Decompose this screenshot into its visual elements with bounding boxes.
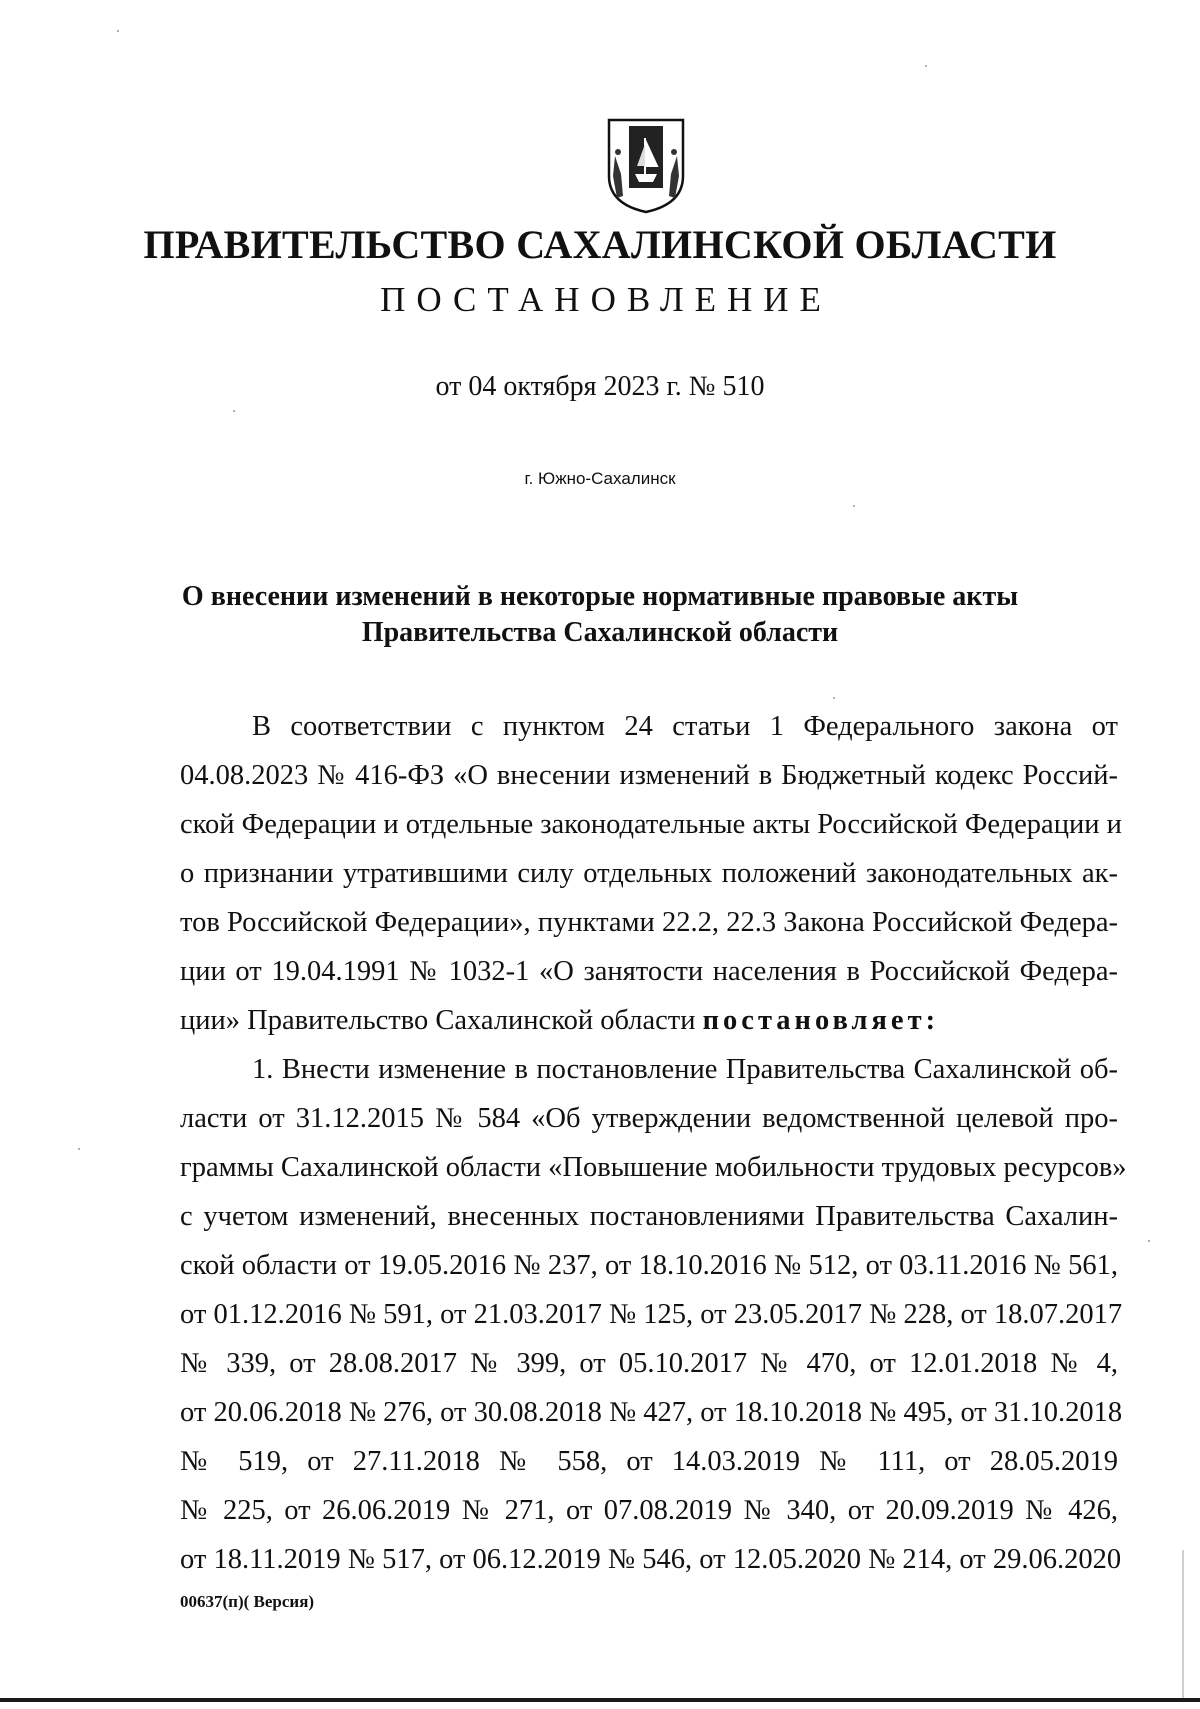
subject-line: Правительства Сахалинской области bbox=[361, 617, 839, 648]
government-title: ПРАВИТЕЛЬСТВО САХАЛИНСКОЙ ОБЛАСТИ bbox=[143, 222, 1057, 267]
body-line: В соответствии с пунктом 24 статьи 1 Федерального закона от bbox=[252, 711, 1118, 742]
scan-speck bbox=[853, 505, 855, 507]
scan-speck bbox=[925, 65, 927, 67]
document-subject bbox=[0, 579, 1200, 651]
document-place: г. Южно-Сахалинск bbox=[524, 469, 676, 488]
body-line: 1. Внести изменение в постановление Правительства Сахалинской об- bbox=[252, 1054, 1118, 1085]
body-line: от 01.12.2016 № 591, от 21.03.2017 № 125, от 23.05.2017 № 228, от 18.07.2017 bbox=[180, 1299, 1123, 1330]
document-date-number: от 04 октября 2023 г. № 510 bbox=[435, 371, 765, 402]
body-line: от 20.06.2018 № 276, от 30.08.2018 № 427, от 18.10.2018 № 495, от 31.10.2018 bbox=[180, 1397, 1123, 1428]
body-line: от 18.11.2019 № 517, от 06.12.2019 № 546, от 12.05.2020 № 214, от 29.06.2020 bbox=[180, 1544, 1122, 1575]
body-line: № 339, от 28.08.2017 № 399, от 05.10.2017 № 470, от 12.01.2018 № 4, bbox=[180, 1348, 1118, 1379]
scan-speck bbox=[78, 1148, 80, 1150]
body-line: № 225, от 26.06.2019 № 271, от 07.08.2019 № 340, от 20.09.2019 № 426, bbox=[180, 1495, 1118, 1526]
body-line: ской области от 19.05.2016 № 237, от 18.10.2016 № 512, от 03.11.2016 № 561, bbox=[180, 1250, 1118, 1281]
body-line-resolution bbox=[180, 996, 1118, 1045]
body-line: ласти от 31.12.2015 № 584 «Об утверждении ведомственной целевой про- bbox=[180, 1103, 1118, 1134]
coat-of-arms-icon bbox=[601, 116, 691, 214]
body-line: ции от 19.04.1991 № 1032-1 «О занятости населения в Российской Федера- bbox=[180, 956, 1118, 987]
resolution-lead-text: ции» Правительство Сахалинской области bbox=[180, 1005, 703, 1036]
document-version-code: 00637(п)( Версия) bbox=[180, 1592, 315, 1611]
document-body bbox=[180, 702, 1127, 1584]
scan-speck bbox=[117, 30, 119, 32]
body-line: граммы Сахалинской области «Повышение мобильности трудовых ресурсов» bbox=[180, 1152, 1127, 1183]
body-line: тов Российской Федерации», пунктами 22.2, 22.3 Закона Российской Федера- bbox=[180, 907, 1118, 938]
scan-speck bbox=[833, 697, 835, 699]
document-type: ПОСТАНОВЛЕНИЕ bbox=[380, 280, 832, 319]
body-line: 04.08.2023 № 416-ФЗ «О внесении изменений в Бюджетный кодекс Россий- bbox=[180, 760, 1118, 791]
subject-line: О внесении изменений в некоторые нормативные правовые акты bbox=[181, 581, 1019, 612]
body-line: № 519, от 27.11.2018 № 558, от 14.03.2019 № 111, от 28.05.2019 bbox=[180, 1446, 1118, 1477]
body-line: с учетом изменений, внесенных постановлениями Правительства Сахалин- bbox=[180, 1201, 1118, 1232]
resolution-keyword: постановляет: bbox=[702, 1005, 940, 1036]
body-line: ской Федерации и отдельные законодательные акты Российской Федерации и bbox=[180, 809, 1122, 840]
scan-artifact bbox=[1182, 1550, 1184, 1700]
body-line: о признании утратившими силу отдельных положений законодательных ак- bbox=[180, 858, 1118, 889]
scan-speck bbox=[1148, 1240, 1150, 1242]
scan-bottom-edge bbox=[0, 1698, 1200, 1702]
scan-speck bbox=[233, 410, 235, 412]
